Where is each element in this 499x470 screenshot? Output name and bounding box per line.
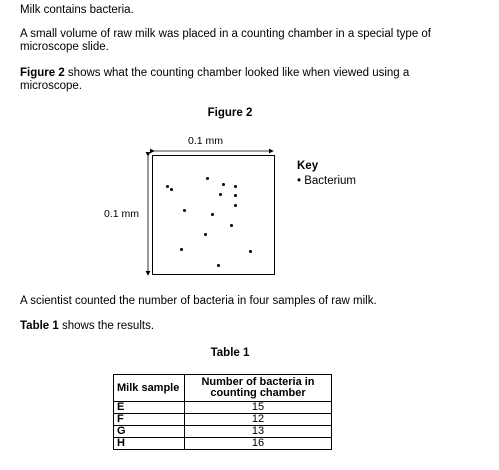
paragraph-3: A scientist counted the number of bacteria in four samples of raw milk. (20, 295, 377, 307)
header-milk-sample: Milk sample (114, 375, 185, 402)
count-cell: 15 (185, 402, 332, 414)
bacterium (230, 224, 233, 227)
key-title: Key (297, 160, 319, 172)
bacterium (217, 264, 220, 267)
key-item-bacterium: • Bacterium (297, 175, 356, 187)
count-cell: 16 (185, 438, 332, 450)
table-row (114, 402, 332, 414)
bacterium (183, 209, 186, 212)
paragraph-2 (20, 67, 450, 93)
bacterium (234, 204, 237, 207)
paragraph-4-rest: shows the results. (58, 320, 155, 332)
bacterium (166, 185, 169, 188)
top-dimension-label: 0.1 mm (188, 135, 224, 147)
table-title: Table 1 (210, 347, 250, 359)
sample-cell: H (114, 438, 185, 450)
counting-chamber (152, 155, 275, 275)
bacterium (180, 248, 183, 251)
bacterium (204, 233, 207, 236)
bacterium (222, 183, 225, 186)
bacterium (234, 194, 237, 197)
bacterium (206, 177, 209, 180)
paragraph-4 (20, 320, 154, 333)
paragraph-1: A small volume of raw milk was placed in a counting chamber in a special type of microscope slide. (20, 28, 432, 53)
count-cell: 12 (185, 414, 332, 426)
figure-title: Figure 2 (207, 107, 253, 119)
table-1-ref: Table 1 (20, 320, 59, 332)
left-dimension-label: 0.1 mm (104, 208, 140, 220)
table-row (114, 438, 332, 450)
table-row (114, 426, 332, 438)
sample-cell: G (114, 426, 185, 438)
sample-cell: E (114, 402, 185, 414)
bacterium (219, 193, 222, 196)
results-table (113, 374, 332, 450)
bacterium (234, 185, 237, 188)
table-row (114, 414, 332, 426)
header-bacteria-count: Number of bacteria in counting chamber (185, 375, 332, 402)
table-header-row (114, 375, 332, 402)
paragraph-2-rest: shows what the counting chamber looked like when viewed using a microscope. (20, 67, 410, 92)
sample-cell: F (114, 414, 185, 426)
intro-text: Milk contains bacteria. (20, 4, 134, 16)
figure-2-ref: Figure 2 (20, 67, 65, 79)
bacterium (170, 188, 173, 191)
count-cell: 13 (185, 426, 332, 438)
bacterium (249, 250, 252, 253)
bacterium (211, 213, 214, 216)
